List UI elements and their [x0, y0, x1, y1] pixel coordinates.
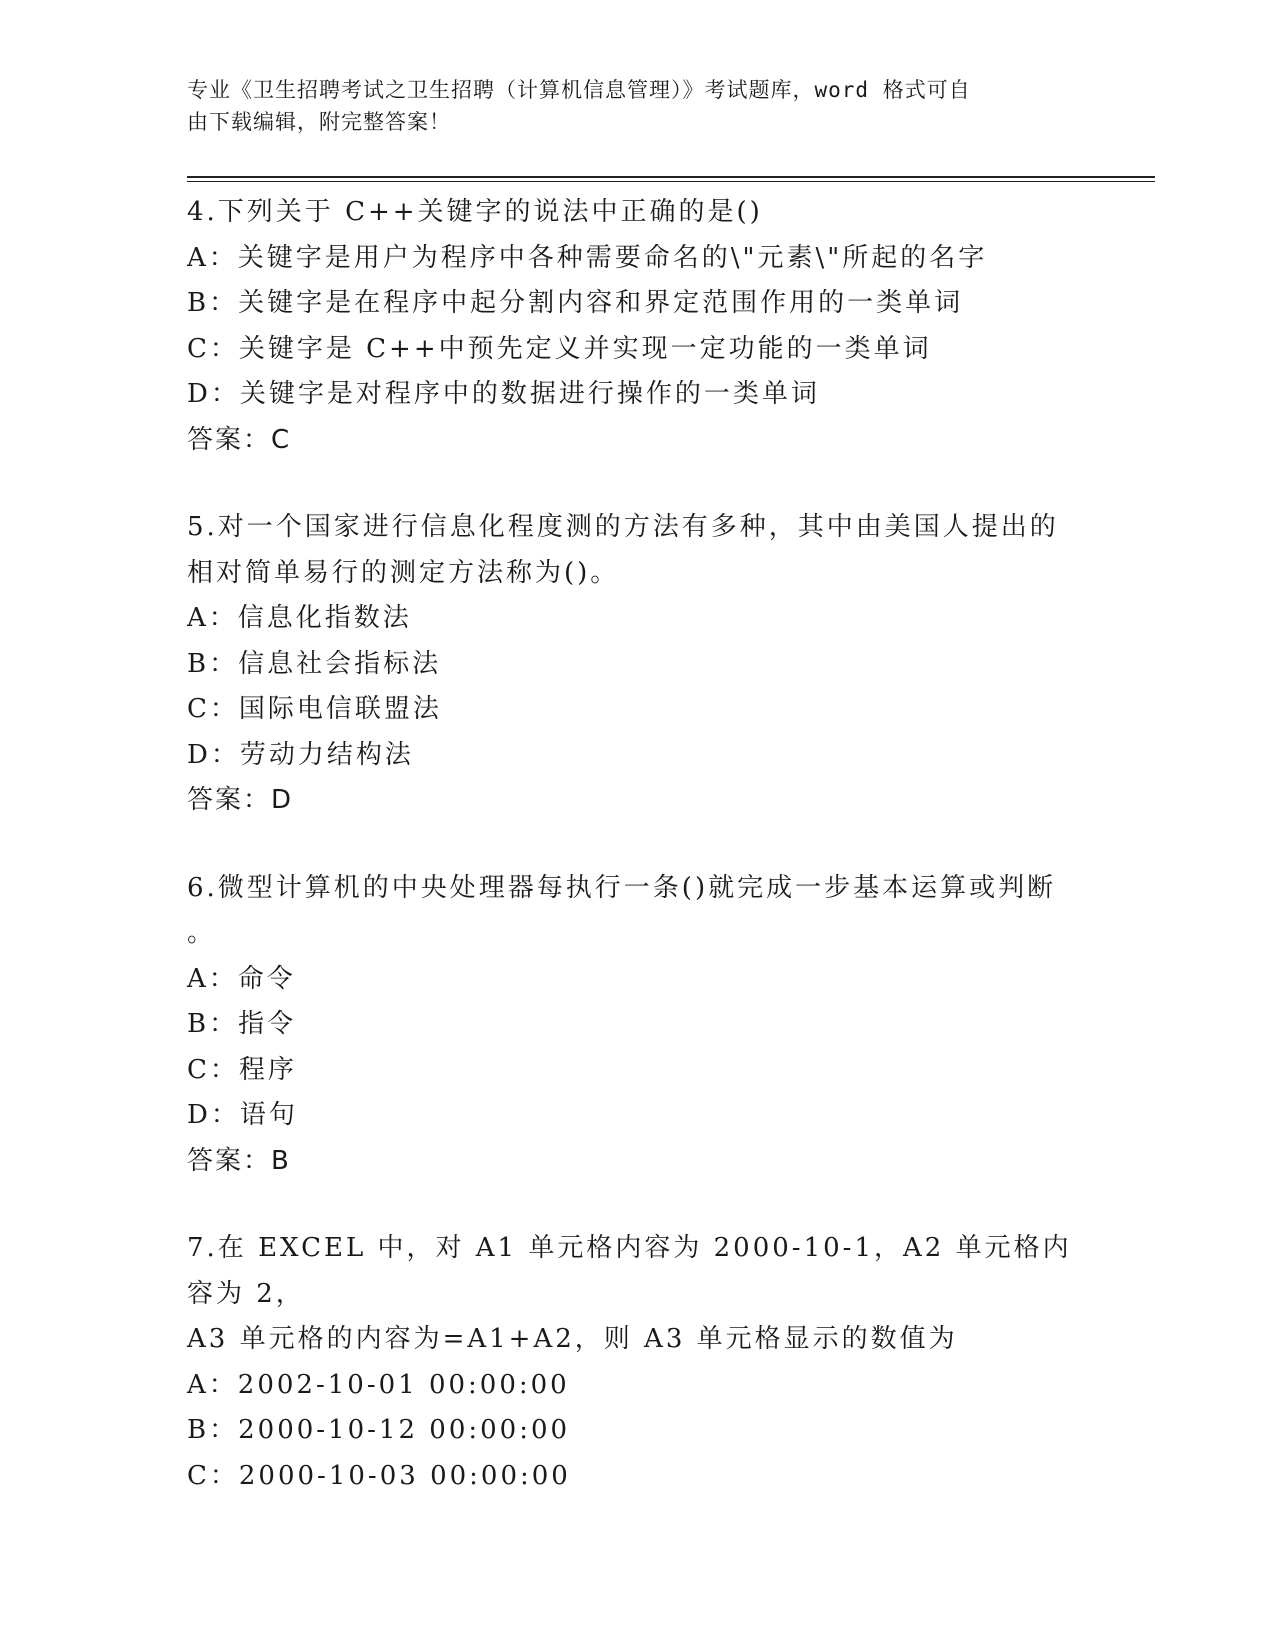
- question-stem: 6.微型计算机的中央处理器每执行一条()就完成一步基本运算或判断: [187, 872, 1057, 903]
- question-stem-continued: 。: [187, 918, 217, 948]
- option-c: C：2000-10-03 00:00:00: [187, 1460, 571, 1491]
- question-list: [187, 190, 1087, 1541]
- question-6: [187, 866, 1087, 1185]
- option-b: B：指令: [187, 1009, 297, 1039]
- header-divider-thin: [187, 181, 1155, 182]
- option-b: B：信息社会指标法: [187, 648, 442, 679]
- header-divider-thick: [187, 176, 1155, 178]
- header-line-1: 专业《卫生招聘考试之卫生招聘（计算机信息管理）》考试题库，word 格式可自: [187, 78, 971, 102]
- option-b: B：2000-10-12 00:00:00: [187, 1415, 571, 1445]
- option-c: C：程序: [187, 1054, 297, 1085]
- question-stem: 5.对一个国家进行信息化程度测的方法有多种，其中由美国人提出的: [187, 512, 1059, 542]
- document-header: [187, 74, 1087, 138]
- question-stem: 7.在 EXCEL 中，对 A1 单元格内容为 2000-10-1，A2 单元格内容为 2，: [187, 1233, 1072, 1309]
- question-stem-continued: A3 单元格的内容为=A1+A2，则 A3 单元格显示的数值为: [187, 1324, 958, 1354]
- answer: 答案：C: [187, 424, 292, 455]
- option-c: C：国际电信联盟法: [187, 694, 442, 724]
- header-line-2: 由下载编辑，附完整答案！: [187, 110, 451, 134]
- option-a: A：命令: [187, 963, 296, 994]
- option-a: A：关键字是用户为程序中各种需要命名的\"元素\"所起的名字: [187, 242, 988, 273]
- question-4: [187, 190, 1087, 463]
- option-c: C：关键字是 C++中预先定义并实现一定功能的一类单词: [187, 333, 932, 364]
- question-stem: 4.下列关于 C++关键字的说法中正确的是(): [187, 197, 763, 227]
- option-a: A：信息化指数法: [187, 603, 412, 633]
- question-stem-continued: 相对简单易行的测定方法称为()。: [187, 557, 620, 588]
- answer: 答案：B: [187, 1145, 291, 1176]
- option-d: D：关键字是对程序中的数据进行操作的一类单词: [187, 379, 820, 409]
- option-b: B：关键字是在程序中起分割内容和界定范围作用的一类单词: [187, 288, 964, 318]
- option-d: D：劳动力结构法: [187, 739, 414, 770]
- question-5: [187, 505, 1087, 824]
- option-a: A：2002-10-01 00:00:00: [187, 1369, 570, 1400]
- question-7: [187, 1226, 1087, 1499]
- answer: 答案：D: [187, 785, 294, 815]
- option-d: D：语句: [187, 1100, 298, 1130]
